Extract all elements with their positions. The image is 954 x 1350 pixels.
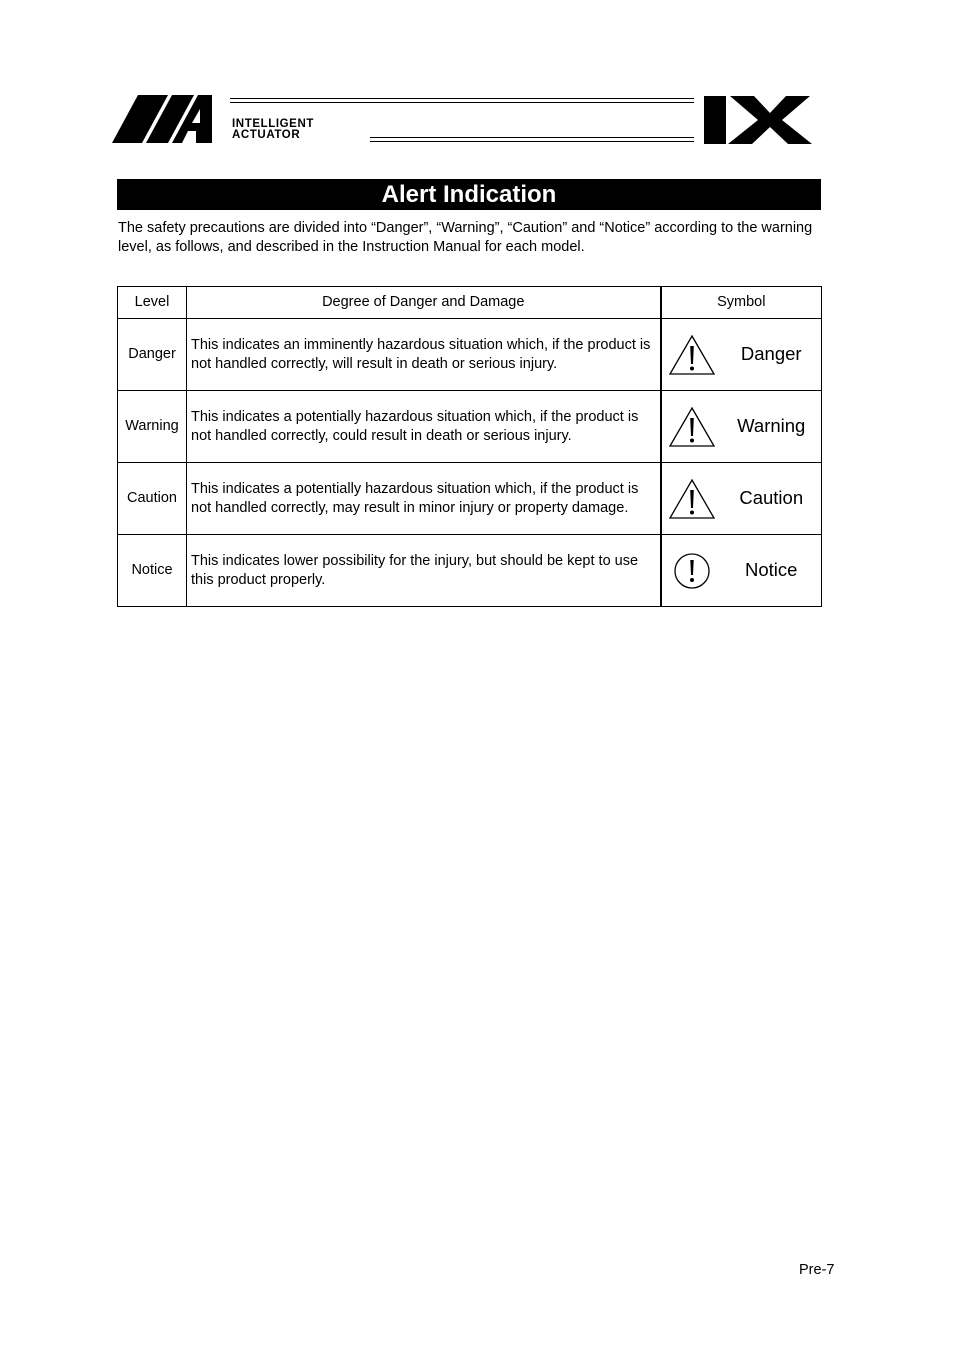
- description-cell: This indicates a potentially hazardous situation which, if the product is not handled correctly, could result in death or serious injury.: [187, 391, 661, 463]
- brand-line-1: INTELLIGENT: [232, 118, 314, 130]
- header-rule-bottom-1: [370, 137, 694, 138]
- symbol-label: Caution: [739, 487, 804, 509]
- table-row: [118, 391, 822, 463]
- symbol-cell: [661, 463, 822, 535]
- symbol-cell: [661, 535, 822, 607]
- ia-logo-icon: [112, 95, 230, 145]
- header-rule-top-1: [230, 98, 694, 99]
- page-number: Pre-7: [799, 1262, 835, 1278]
- description-cell: This indicates a potentially hazardous situation which, if the product is not handled correctly, may result in minor injury or property damage.: [187, 463, 661, 535]
- brand-name: [232, 119, 314, 140]
- table-row: [118, 463, 822, 535]
- header-rule-top-2: [230, 102, 694, 103]
- level-cell: Warning: [118, 391, 187, 463]
- description-cell: This indicates lower possibility for the injury, but should be kept to use this product properly.: [187, 535, 661, 607]
- symbol-label: Warning: [737, 415, 806, 437]
- table-header-row: [118, 287, 822, 319]
- header-level: Level: [118, 287, 187, 319]
- level-cell: Danger: [118, 319, 187, 391]
- brand-line-2: ACTUATOR: [232, 128, 301, 141]
- page-title: Alert Indication: [117, 179, 821, 210]
- warning-triangle-icon: [662, 406, 722, 448]
- symbol-label: Danger: [740, 343, 802, 365]
- level-cell: Caution: [118, 463, 187, 535]
- exclamation-circle-icon: [662, 551, 722, 591]
- level-cell: Notice: [118, 535, 187, 607]
- symbol-cell: [661, 319, 822, 391]
- symbol-label: Notice: [745, 559, 798, 581]
- header-symbol: Symbol: [661, 287, 822, 319]
- table-row: [118, 535, 822, 607]
- warning-triangle-icon: [662, 478, 722, 520]
- alert-table: [117, 286, 822, 607]
- ix-logo-icon: [702, 95, 814, 145]
- header-rule-bottom-2: [370, 141, 694, 142]
- warning-triangle-icon: [662, 334, 722, 376]
- page-header: [112, 92, 814, 146]
- symbol-cell: [661, 391, 822, 463]
- intro-paragraph: The safety precautions are divided into “Danger”, “Warning”, “Caution” and “Notice” according to the warning level, as follows, and described in the Instruction Manual for each model.: [118, 220, 813, 255]
- table-row: [118, 319, 822, 391]
- description-cell: This indicates an imminently hazardous situation which, if the product is not handled correctly, will result in death or serious injury.: [187, 319, 661, 391]
- header-degree: Degree of Danger and Damage: [187, 287, 661, 319]
